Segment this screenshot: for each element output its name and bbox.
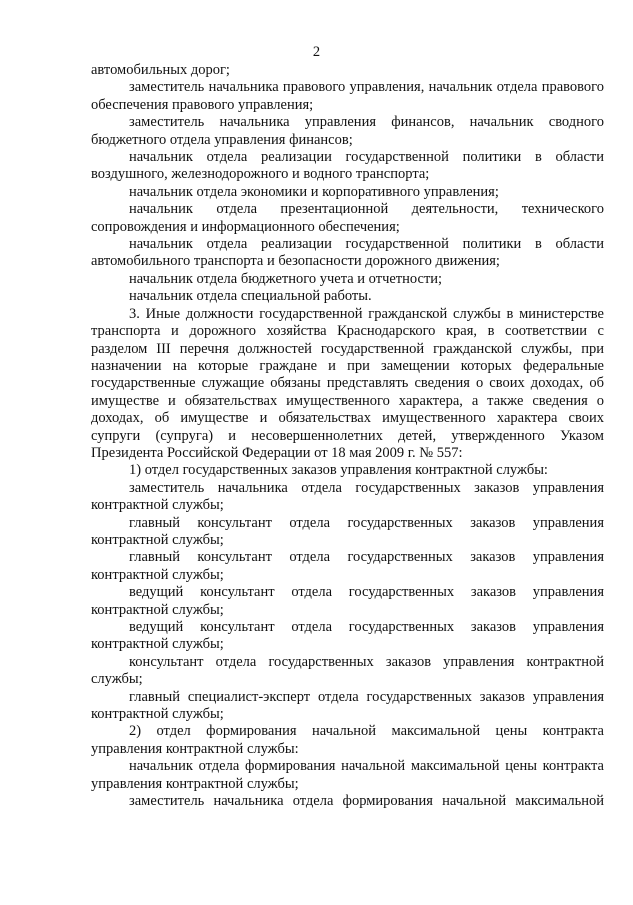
paragraph: начальник отдела экономики и корпоративного управления; <box>129 183 499 200</box>
paragraph: заместитель начальника правового управления, начальник отдела правового обеспечения правового управления; <box>91 79 604 113</box>
paragraph: ведущий консультант отдела государственных заказов управления контрактной службы; <box>91 584 604 618</box>
paragraph: начальник отдела формирования начальной максимальной цены контракта управления контрактной службы; <box>91 758 604 792</box>
paragraph: начальник отдела реализации государственной политики в области автомобильного транспорта и безопасности дорожного движения; <box>91 236 604 270</box>
paragraph: 1) отдел государственных заказов управления контрактной службы: <box>129 462 548 479</box>
paragraph: главный специалист-эксперт отдела государственных заказов управления контрактной службы; <box>91 688 604 723</box>
paragraph: ведущий консультант отдела государственных заказов управления контрактной службы; <box>91 619 604 653</box>
page-number: 2 <box>312 44 321 60</box>
paragraph: заместитель начальника отдела государственных заказов управления контрактной службы; <box>91 479 604 514</box>
paragraph: консультант отдела государственных заказов управления контрактной службы; <box>91 653 604 688</box>
paragraph: начальник отдела специальной работы. <box>129 288 372 305</box>
paragraph: главный консультант отдела государственных заказов управления контрактной службы; <box>91 514 604 548</box>
document-body <box>91 62 604 810</box>
paragraph: автомобильных дорог; <box>91 62 230 78</box>
paragraph: главный консультант отдела государственных заказов управления контрактной службы; <box>91 549 604 583</box>
paragraph: начальник отдела презентационной деятельности, технического сопровождения и информационного обеспечения; <box>91 201 604 235</box>
paragraph: 2) отдел формирования начальной максимальной цены контракта управления контрактной службы: <box>91 723 604 757</box>
paragraph: заместитель начальника управления финансов, начальник сводного бюджетного отдела управления финансов; <box>91 114 604 148</box>
paragraph: начальник отдела бюджетного учета и отчетности; <box>129 270 443 287</box>
paragraph: 3. Иные должности государственной гражданской службы в министерстве транспорта и дорожного хозяйства Краснодарского края, в соответствии с разделом III перечня должностей государственной гражданской службы, при назначении на которые граждане и при замещении которых федеральные государственные служащие обязаны представлять сведения о своих доходах, об имуществе и обязательствах имущественного характера, а также сведения о доходах, об имуществе и обязательствах имущественного характера своих супруги (супруга) и несовершеннолетних детей, утвержденного Указом Президента Российской Федерации от 18 мая 2009 г. № 557: <box>91 305 604 461</box>
paragraph: начальник отдела реализации государственной политики в области воздушного, железнодорожного и водного транспорта; <box>91 149 604 183</box>
paragraph: заместитель начальника отдела формирования начальной максимальной <box>129 793 604 810</box>
